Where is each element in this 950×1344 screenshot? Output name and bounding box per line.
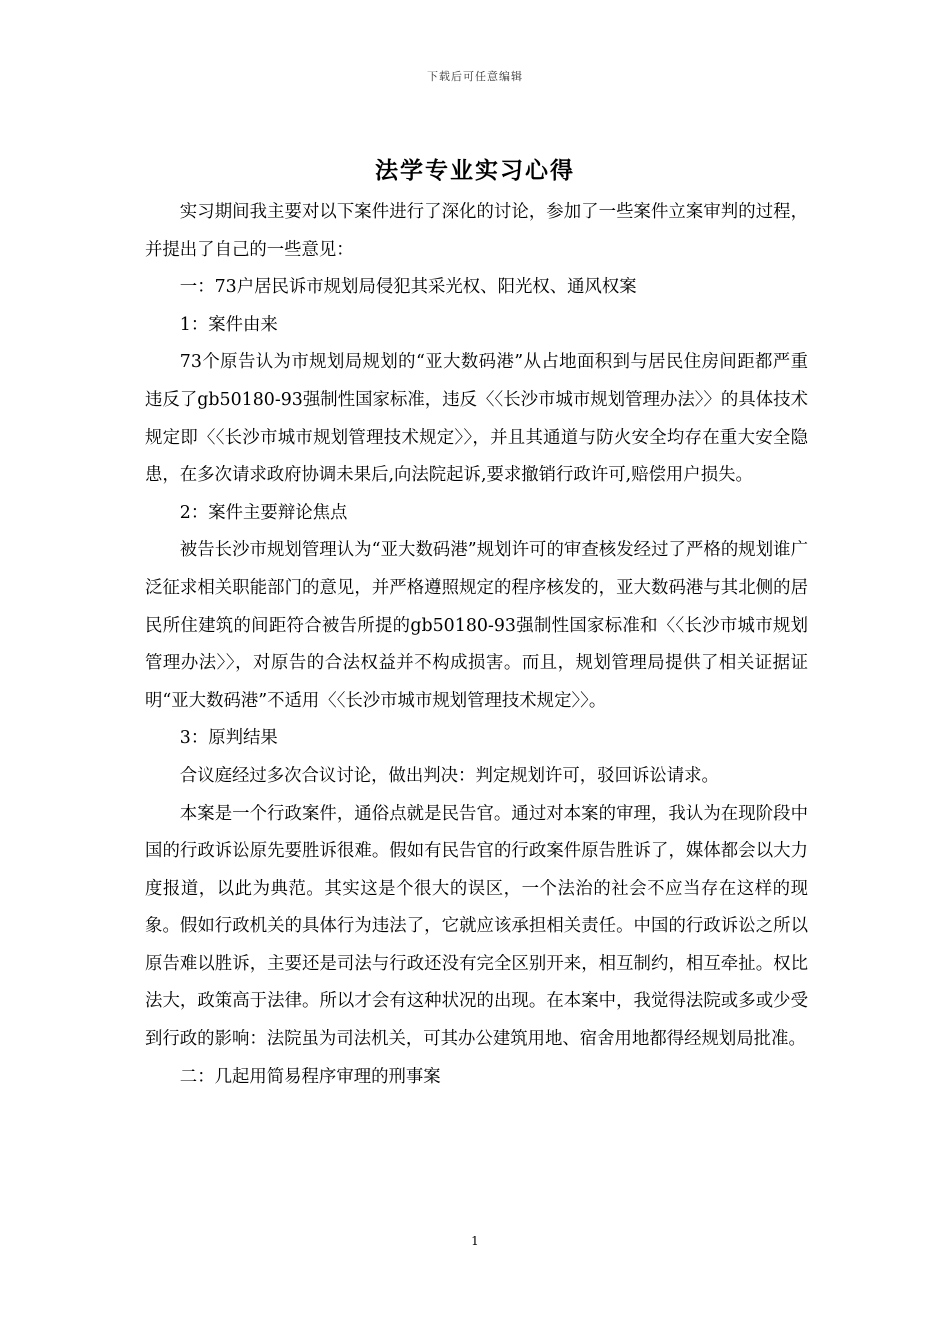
subheading-debate-focus: 2：案件主要辩论焦点 — [179, 502, 348, 523]
subheading-case-origin: 1：案件由来 — [179, 314, 278, 335]
page-header-note: 下载后可任意编辑 — [427, 70, 523, 83]
subheading-original-verdict: 3：原判结果 — [179, 728, 278, 749]
page-number: 1 — [471, 1234, 479, 1248]
heading-case-one: 一：73户居民诉市规划局侵犯其采光权、阳光权、通风权案 — [179, 277, 637, 298]
document-title: 法学专业实习心得 — [375, 157, 575, 184]
paragraph-case-origin: 73个原告认为市规划局规划的“亚大数码港”从占地面积到与居民住房间距都严重违反了gb50180-93强制性国家标准，违反〈〈长沙市城市规划管理办法〉〉的具体技术规定即〈〈长沙市城市规划管理技术规定〉〉，并且其通道与防火安全均存在重大安全隐患，在多次请求政府协调未果后,向法院起诉,要求撤销行政许可,赔偿用户损失。 — [145, 352, 808, 486]
heading-case-two: 二：几起用简易程序审理的刑事案 — [179, 1066, 441, 1087]
paragraph-analysis: 本案是一个行政案件，通俗点就是民告官。通过对本案的审理，我认为在现阶段中国的行政诉讼原先要胜诉很难。假如有民告官的行政案件原告胜诉了，媒体都会以大力度报道，以此为典范。其实这是个很大的误区，一个法治的社会不应当存在这样的现象。假如行政机关的具体行为违法了，它就应该承担相关责任。中国的行政诉讼之所以原告难以胜诉，主要还是司法与行政还没有完全区别开来，相互制约，相互牵扯。权比法大，政策高于法律。所以才会有这种状况的出现。在本案中，我觉得法院或多或少受到行政的影响：法院虽为司法机关，可其办公建筑用地、宿舍用地都得经规划局批准。 — [145, 803, 808, 1050]
paragraph-intro: 实习期间我主要对以下案件进行了深化的讨论，参加了一些案件立案审判的过程，并提出了自己的一些意见： — [145, 202, 808, 260]
paragraph-original-verdict: 合议庭经过多次合议讨论，做出判决：判定规划许可，驳回诉讼请求。 — [179, 765, 719, 786]
document-body — [145, 194, 808, 1096]
paragraph-debate-focus: 被告长沙市规划管理认为“亚大数码港”规划许可的审查核发经过了严格的规划谁广泛征求相关职能部门的意见，并严格遵照规定的程序核发的，亚大数码港与其北侧的居民所住建筑的间距符合被告所提的gb50180-93强制性国家标准和〈〈长沙市城市规划管理办法〉〉，对原告的合法权益并不构成损害。而且，规划管理局提供了相关证据证明“亚大数码港”不适用〈〈长沙市城市规划管理技术规定〉〉。 — [145, 540, 808, 711]
